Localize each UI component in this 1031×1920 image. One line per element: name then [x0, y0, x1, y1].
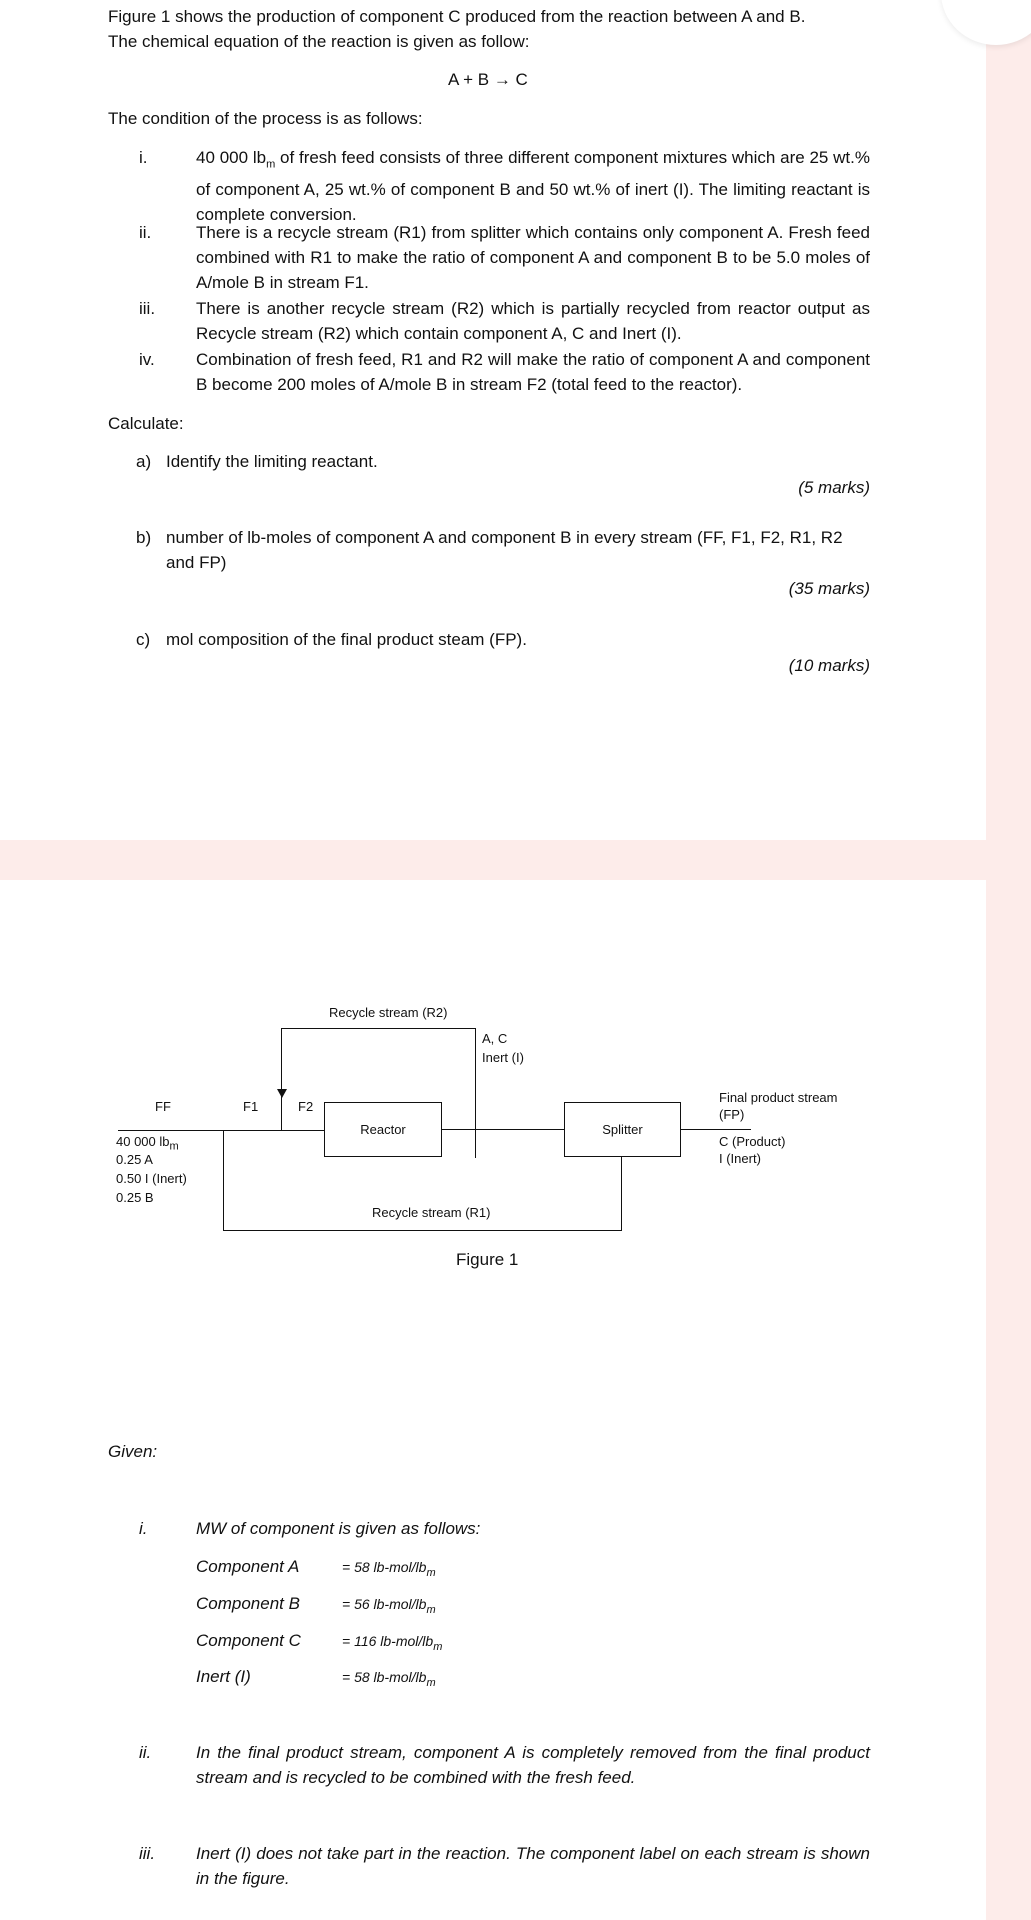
- fp-label-4: I (Inert): [719, 1151, 761, 1166]
- condition-text: There is a recycle stream (R1) from splitter which contains only component A. Fresh feed combined with R1 to make the ratio of component A and component B to be 5.0 moles of A/mole B in stream F1.: [196, 223, 870, 292]
- mw-value: = 58 $lb-mol/lb_m$: [342, 1559, 436, 1579]
- given-num: iii.: [139, 1844, 156, 1863]
- feed-comp-a: 0.25 A: [116, 1152, 153, 1167]
- mw-name: Component B: [196, 1594, 300, 1613]
- r2-composition-1: A, C: [482, 1031, 508, 1046]
- r2-arrow-down-icon: [277, 1089, 287, 1098]
- recycle-r1-label: Recycle stream (R1): [372, 1205, 491, 1220]
- fp-label-2: (FP): [719, 1107, 745, 1122]
- recycle-r2-label: Recycle stream (R2): [329, 1005, 448, 1020]
- mw-value: = 56 $lb-mol/lb_m$: [342, 1596, 436, 1616]
- condition-num: ii.: [139, 223, 152, 242]
- figure-caption: Figure 1: [456, 1250, 519, 1269]
- reaction-equation: A + B → C: [448, 70, 528, 89]
- feed-line: [118, 1130, 324, 1131]
- r2-left-line: [281, 1028, 282, 1131]
- reactor-splitter-line: [442, 1129, 564, 1130]
- splitter-label: Splitter: [602, 1122, 643, 1137]
- r1-bottom-line: [223, 1230, 622, 1231]
- feed-comp-b: 0.25 B: [116, 1190, 154, 1205]
- feed-comp-i: 0.50 I (Inert): [116, 1171, 187, 1186]
- r2-top-line: [281, 1028, 476, 1029]
- question-label: b): [136, 528, 152, 547]
- condition-text: There is another recycle stream (R2) which is partially recycled from reactor output as Recycle stream (R2) which contain component A, C and Inert (I).: [196, 299, 870, 343]
- mw-value: = 58 $lb-mol/lb_m$: [342, 1669, 436, 1689]
- question-text: Identify the limiting reactant.: [166, 452, 378, 471]
- reactor-label: Reactor: [360, 1122, 406, 1137]
- question-marks: (35 marks): [788, 579, 870, 598]
- given-num: ii.: [139, 1743, 152, 1762]
- process-flow-diagram: [0, 880, 986, 1280]
- mw-value: = 116 $lb-mol/lb_m$: [342, 1633, 443, 1653]
- condition-text: 40 000 $lb_m$ of fresh feed consists of three different component mixtures which are 25 wt.% of component A, 25 wt.% of component B and 50 wt.% of inert (I). The limiting reactant is complete conversion.: [196, 148, 870, 225]
- stream-ff-label: FF: [155, 1099, 171, 1114]
- product-line: [681, 1129, 751, 1130]
- r2-right-line: [475, 1028, 476, 1158]
- question-marks: (5 marks): [798, 478, 870, 497]
- given-ii-text: In the final product stream, component A is completely removed from the final product stream and is recycled to be combined with the fresh feed.: [196, 1743, 870, 1787]
- given-iii-text: Inert (I) does not take part in the reaction. The component label on each stream is shown in the figure.: [196, 1844, 870, 1888]
- question-label: c): [136, 630, 151, 649]
- condition-heading: The condition of the process is as follows:: [108, 109, 423, 128]
- question-marks: (10 marks): [788, 656, 870, 675]
- r2-composition-2: Inert (I): [482, 1050, 524, 1065]
- stream-f2-label: F2: [298, 1099, 314, 1114]
- question-text: number of lb-moles of component A and component B in every stream (FF, F1, F2, R1, R2 and FP): [166, 528, 843, 572]
- question-label: a): [136, 452, 152, 471]
- given-num: i.: [139, 1519, 148, 1538]
- condition-num: iii.: [139, 299, 156, 318]
- given-mw-intro: MW of component is given as follows:: [196, 1519, 481, 1538]
- question-text: mol composition of the final product steam (FP).: [166, 630, 527, 649]
- mw-name: Component A: [196, 1557, 300, 1576]
- calculate-heading: Calculate:: [108, 414, 184, 433]
- r1-left-line: [223, 1130, 224, 1231]
- intro-line-1: Figure 1 shows the production of component C produced from the reaction between A and B.: [108, 7, 806, 26]
- r1-right-line: [621, 1157, 622, 1231]
- condition-num: i.: [139, 148, 148, 167]
- fp-label-3: C (Product): [719, 1134, 786, 1149]
- intro-line-2: The chemical equation of the reaction is given as follow:: [108, 32, 530, 51]
- condition-text: Combination of fresh feed, R1 and R2 will make the ratio of component A and component B become 200 moles of A/mole B in stream F2 (total feed to the reactor).: [196, 350, 870, 394]
- feed-amount: 40 000 $lb_m$: [116, 1134, 179, 1153]
- stream-f1-label: F1: [243, 1099, 259, 1114]
- given-heading: Given:: [108, 1442, 158, 1461]
- mw-name: Component C: [196, 1631, 301, 1650]
- document-page-2: [0, 880, 986, 1920]
- condition-num: iv.: [139, 350, 155, 369]
- fp-label-1: Final product stream: [719, 1090, 838, 1105]
- document-page-1: [0, 0, 986, 840]
- mw-name: Inert (I): [196, 1667, 251, 1686]
